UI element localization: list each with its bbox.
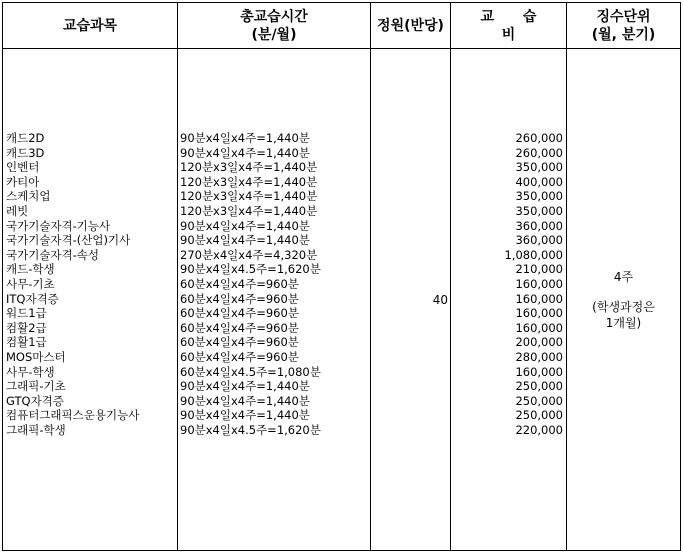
course-time: 270분x4일x4주=4,320분	[180, 247, 318, 262]
course-name: 그래픽-학생	[6, 422, 66, 437]
course-fee: 360,000	[515, 218, 563, 233]
course-fee: 220,000	[515, 422, 563, 437]
course-name: 카티아	[6, 174, 40, 189]
course-name: GTQ자격증	[6, 393, 64, 408]
course-time: 90분x4일x4주=1,440분	[180, 218, 310, 233]
course-time: 90분x4일x4주=1,440분	[180, 379, 310, 394]
course-fee: 200,000	[515, 335, 563, 350]
course-name: 레빗	[6, 203, 29, 218]
course-fee: 160,000	[515, 364, 563, 379]
course-name: 스케치업	[6, 189, 51, 204]
course-name: 워드1급	[6, 306, 47, 321]
course-fee: 350,000	[515, 160, 563, 175]
header-fee: 교 습 비	[451, 3, 567, 49]
course-time: 90분x4일x4.5주=1,620분	[180, 422, 321, 437]
course-time: 90분x4일x4.5주=1,620분	[180, 262, 321, 277]
course-fee: 210,000	[515, 262, 563, 277]
course-time: 60분x4일x4주=960분	[180, 349, 299, 364]
course-fee: 160,000	[515, 320, 563, 335]
course-fee: 160,000	[515, 276, 563, 291]
course-fee: 250,000	[515, 408, 563, 423]
course-fee: 360,000	[515, 233, 563, 248]
course-fee: 400,000	[515, 174, 563, 189]
course-name: 컴활1급	[6, 335, 47, 350]
course-fee: 350,000	[515, 203, 563, 218]
course-name: 캐드3D	[6, 145, 45, 160]
capacity-value: 40	[432, 292, 448, 307]
course-time: 120분x3일x4주=1,440분	[180, 160, 318, 175]
course-name: MOS마스터	[6, 349, 66, 364]
course-time: 60분x4일x4주=960분	[180, 320, 299, 335]
course-time: 120분x3일x4주=1,440분	[180, 203, 318, 218]
course-name: ITQ자격증	[6, 291, 59, 306]
course-name: 컴활2급	[6, 320, 47, 335]
course-name: 국가기술자격-기능사	[6, 218, 111, 233]
fee-column	[451, 49, 567, 551]
course-time: 60분x4일x4주=960분	[180, 291, 299, 306]
course-name: 그래픽-기초	[6, 379, 66, 394]
course-name: 캐드-학생	[6, 262, 55, 277]
course-name: 국가기술자격-(산업)기사	[6, 233, 131, 248]
body-row	[3, 49, 681, 551]
course-time: 60분x4일x4주=960분	[180, 306, 299, 321]
course-name: 컴퓨터그래픽스운용기능사	[6, 408, 140, 423]
course-fee: 280,000	[515, 349, 563, 364]
course-time: 90분x4일x4주=1,440분	[180, 408, 310, 423]
course-time: 90분x4일x4주=1,440분	[180, 131, 310, 145]
collection-unit-cell	[567, 49, 681, 551]
header-course: 교습과목	[3, 3, 178, 49]
course-fee: 1,080,000	[504, 247, 563, 262]
course-name: 국가기술자격-속성	[6, 247, 100, 262]
time-column	[178, 49, 371, 551]
course-name: 사무-학생	[6, 364, 55, 379]
course-time: 90분x4일x4주=1,440분	[180, 145, 310, 160]
header-capacity: 정원(반당)	[371, 3, 451, 49]
course-fee: 250,000	[515, 393, 563, 408]
course-time: 90분x4일x4주=1,440분	[180, 233, 310, 248]
course-time: 60분x4일x4주=960분	[180, 276, 299, 291]
course-time: 60분x4일x4.5주=1,080분	[180, 364, 321, 379]
course-fee: 160,000	[515, 291, 563, 306]
course-column	[3, 49, 178, 551]
course-time: 120분x3일x4주=1,440분	[180, 174, 318, 189]
course-name: 캐드2D	[6, 131, 45, 145]
course-name: 사무-기초	[6, 276, 55, 291]
course-time: 90분x4일x4주=1,440분	[180, 393, 310, 408]
header-row	[3, 3, 681, 49]
header-collection-unit: 징수단위 (월, 분기)	[567, 3, 681, 49]
unit-note: (학생과정은 1개월)	[592, 299, 655, 330]
unit-main: 4주	[613, 269, 634, 284]
tuition-table	[2, 2, 681, 551]
course-fee: 260,000	[515, 131, 563, 145]
course-time: 60분x4일x4주=960분	[180, 335, 299, 350]
capacity-cell	[371, 49, 451, 551]
header-total-time: 총교습시간 (분/월)	[178, 3, 371, 49]
course-name: 인벤터	[6, 160, 40, 175]
course-fee: 250,000	[515, 379, 563, 394]
course-time: 120분x3일x4주=1,440분	[180, 189, 318, 204]
course-fee: 160,000	[515, 306, 563, 321]
course-fee: 260,000	[515, 145, 563, 160]
course-fee: 350,000	[515, 189, 563, 204]
